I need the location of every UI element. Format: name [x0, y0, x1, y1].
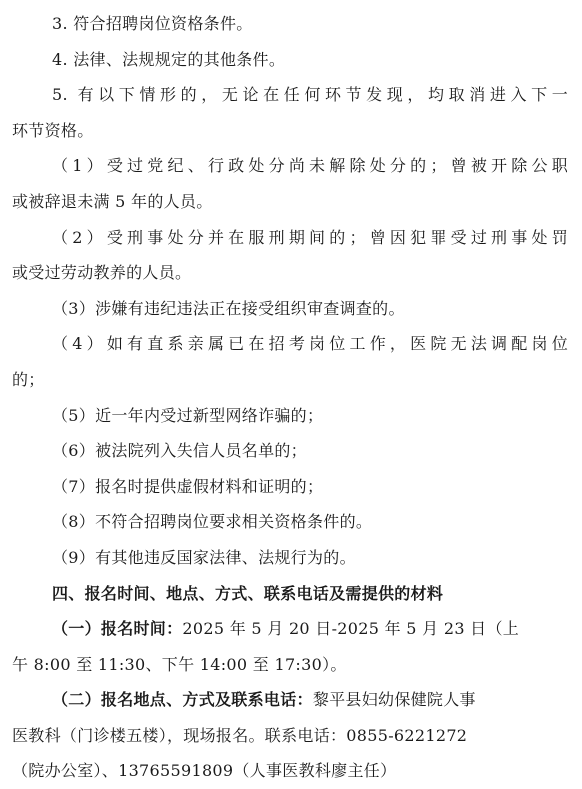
- paragraph-line: 或受过劳动教养的人员。: [12, 263, 192, 283]
- registration-place-value: 黎平县妇幼保健院人事: [312, 690, 476, 710]
- paragraph-line: （2）受刑事处分并在服刑期间的；曾因犯罪受过刑事处罚: [52, 227, 568, 247]
- paragraph-line: （8）不符合招聘岗位要求相关资格条件的。: [52, 512, 373, 532]
- paragraph-line: （4）如有直系亲属已在招考岗位工作，医院无法调配岗位: [52, 334, 568, 354]
- paragraph-line: （院办公室）、13765591809（人事医教科廖主任）: [12, 761, 397, 781]
- paragraph-line: （6）被法院列入失信人员名单的；: [52, 441, 307, 461]
- paragraph-line: 或被辞退未满 5 年的人员。: [12, 191, 213, 211]
- registration-time-value: 2025 年 5 月 20 日-2025 年 5 月 23 日（上: [182, 619, 520, 639]
- paragraph-line: 5. 有以下情形的，无论在任何环节发现，均取消进入下一: [52, 85, 568, 105]
- paragraph-line: （3）涉嫌有违纪违法正在接受组织审查调查的。: [52, 298, 405, 318]
- paragraph-line: （7）报名时提供虚假材料和证明的；: [52, 476, 324, 496]
- paragraph-line: 医教科（门诊楼五楼），现场报名。联系电话：0855-6221272: [12, 725, 468, 745]
- paragraph-line: （1）受过党纪、行政处分尚未解除处分的；曾被开除公职: [52, 156, 568, 176]
- section-heading: 四、报名时间、地点、方式、联系电话及需提供的材料: [52, 583, 444, 603]
- paragraph-line: 3. 符合招聘岗位资格条件。: [52, 14, 253, 33]
- paragraph-line: 午 8:00 至 11:30、下午 14:00 至 17:30）。: [12, 654, 347, 674]
- paragraph-line: 的；: [12, 369, 45, 389]
- registration-place-label: （二）报名地点、方式及联系电话：: [52, 690, 313, 710]
- registration-place-line: [12, 682, 568, 718]
- paragraph-line: 4. 法律、法规规定的其他条件。: [52, 49, 286, 69]
- paragraph-line: （5）近一年内受过新型网络诈骗的；: [52, 405, 324, 425]
- paragraph-line: 环节资格。: [12, 120, 94, 140]
- paragraph-line: （9）有其他违反国家法律、法规行为的。: [52, 547, 356, 567]
- registration-time-label: （一）报名时间：: [52, 619, 183, 639]
- registration-time-line: [12, 611, 568, 647]
